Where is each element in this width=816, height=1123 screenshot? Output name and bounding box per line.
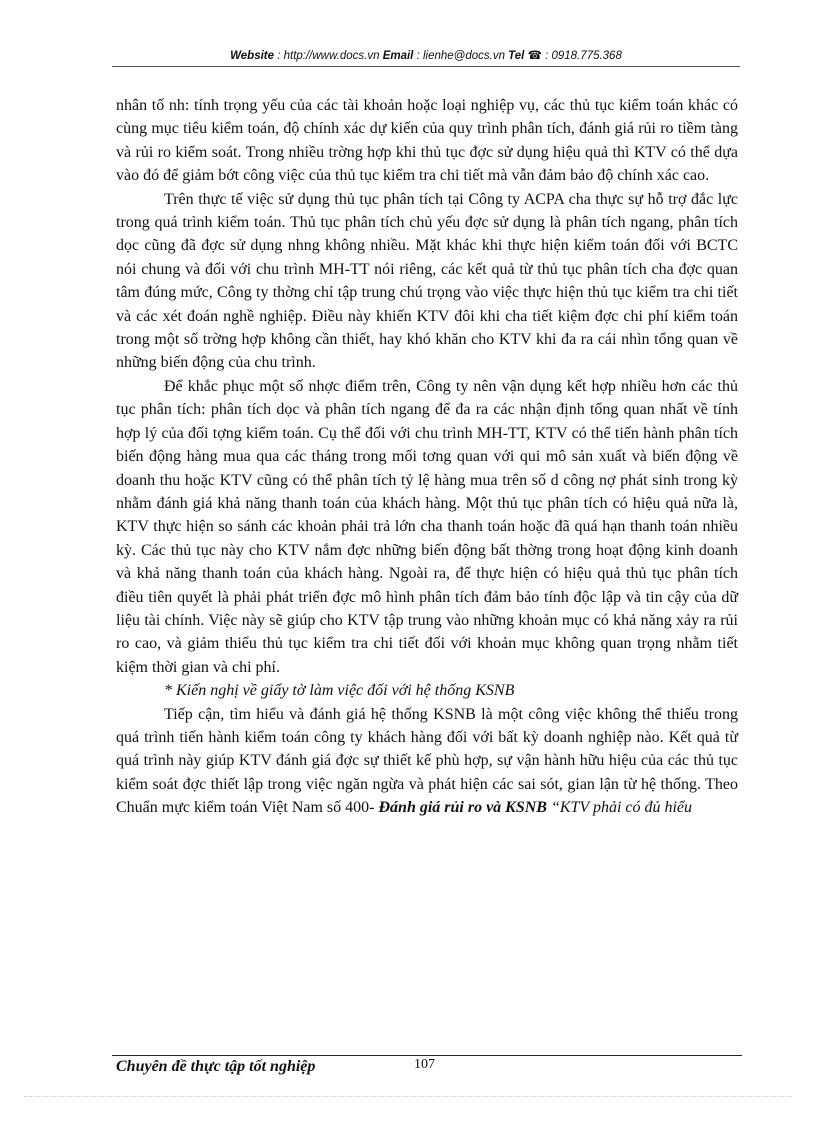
paragraph-continuation: nhân tố nh: tính trọng yếu của các tài khoản hoặc loại nghiệp vụ, các thủ tục kiểm toán khác có cùng mục tiêu kiểm toán, độ chính xác dự kiến của quy trình phân tích, đánh giá rủi ro tiềm tàng và rủi ro kiểm soát. Trong nhiều trờng hợp khi thủ tục đợc sử dụng hiệu quả thì KTV có thể dựa vào đó để giảm bớt công việc của thủ tục kiểm tra chi tiết mà vẫn đảm bảo độ chính xác cao.	[116, 97, 738, 185]
document-body	[116, 94, 738, 820]
page-header	[112, 48, 740, 62]
subheading: * Kiến nghị về giấy tờ làm việc đối với hệ thống KSNB	[164, 682, 515, 700]
tel-value: : 0918.775.368	[545, 50, 622, 62]
email-value[interactable]: : lienhe@docs.vn	[416, 50, 505, 62]
paragraph-ksnb	[116, 703, 738, 820]
paragraph-recommendation: Để khắc phục một số nhợc điểm trên, Công ty nên vận dụng kết hợp nhiều hơn các thủ tục phân tích: phân tích dọc và phân tích ngang để đa ra các nhận định tổng quan nhất về tính hợp lý của đối tợng kiểm toán. Cụ thể đối với chu trình MH-TT, KTV có thể tiến hành phân tích biến động hàng mua qua các tháng trong mối tơng quan với qui mô sản xuất và biến động về doanh thu hoặc KTV cũng có thể phân tích tỷ lệ hàng mua trên số d công nợ phát sinh trong kỳ nhằm đánh giá khả năng thanh toán của khách hàng. Một thủ tục phân tích có hiệu quả nữa là, KTV thực hiện so sánh các khoản phải trả lớn cha thanh toán hoặc đã quá hạn thanh toán nhiều kỳ. Các thủ tục này cho KTV nắm đợc những biến động bất thờng trong hoạt động kinh doanh và khả năng thanh toán của khách hàng. Ngoài ra, để thực hiện có hiệu quả thủ tục phân tích điều tiên quyết là phải phát triển đợc mô hình phân tích đảm bảo tính độc lập và tin cậy của dữ liệu tài chính. Việc này sẽ giúp cho KTV tập trung vào những khoản mục có khả năng xảy ra rủi ro cao, và giảm thiểu thủ tục kiểm tra chi tiết đối với khoản mục không quan trọng nhằm tiết kiệm thời gian và chi phí.	[116, 377, 738, 676]
phone-icon: ☎	[527, 50, 542, 62]
email-label: Email	[382, 50, 414, 62]
website-label: Website	[230, 50, 275, 62]
website-value[interactable]: : http://www.docs.vn	[277, 50, 380, 62]
tel-label: Tel	[508, 50, 525, 62]
footer-title: Chuyên đề thực tập tốt nghiệp	[116, 1058, 316, 1075]
paragraph-analysis-practice: Trên thực tế việc sử dụng thủ tục phân tích tại Công ty ACPA cha thực sự hỗ trợ đắc lực trong quá trình kiểm toán. Thủ tục phân tích chủ yếu đợc sử dụng là phân tích ngang, phân tích dọc cũng đã đợc sử dụng nhng không nhiều. Mặt khác khi thực hiện kiểm toán đối với BCTC nói chung và đối với chu trình MH-TT nói riêng, các kết quả từ thủ tục phân tích cha đợc quan tâm đúng mức, Công ty thờng chỉ tập trung chú trọng vào việc thực hiện thủ tục kiểm tra chi tiết và các xét đoán nghề nghiệp. Điều này khiến KTV đôi khi cha tiết kiệm đợc chi phí kiểm toán trong một số trờng hợp không cần thiết, hay khó khăn cho KTV khi đa ra cái nhìn tổng quan về những biến động của chu trình.	[116, 190, 738, 372]
standard-quote: “KTV phải có đủ hiểu	[550, 799, 693, 817]
page-bottom-border	[24, 1096, 792, 1097]
header-divider	[112, 66, 740, 67]
standard-reference: Đánh giá rủi ro và KSNB	[378, 799, 547, 817]
footer-divider	[112, 1055, 742, 1056]
page-number: 107	[414, 1057, 435, 1072]
paragraph-ksnb-text: Tiếp cận, tìm hiểu và đánh giá hệ thống KSNB là một công việc không thể thiếu trong quá trình tiến hành kiểm toán công ty khách hàng đối với bất kỳ doanh nghiệp nào. Kết quả từ quá trình này giúp KTV đánh giá đợc sự thiết kế phù hợp, sự vận hành hữu hiệu của các thủ tục kiểm soát đợc thiết lập trong việc ngăn ngừa và phát hiện các sai sót, gian lận từ hệ thống. Theo Chuẩn mực kiểm toán Việt Nam số 400-	[116, 705, 738, 817]
